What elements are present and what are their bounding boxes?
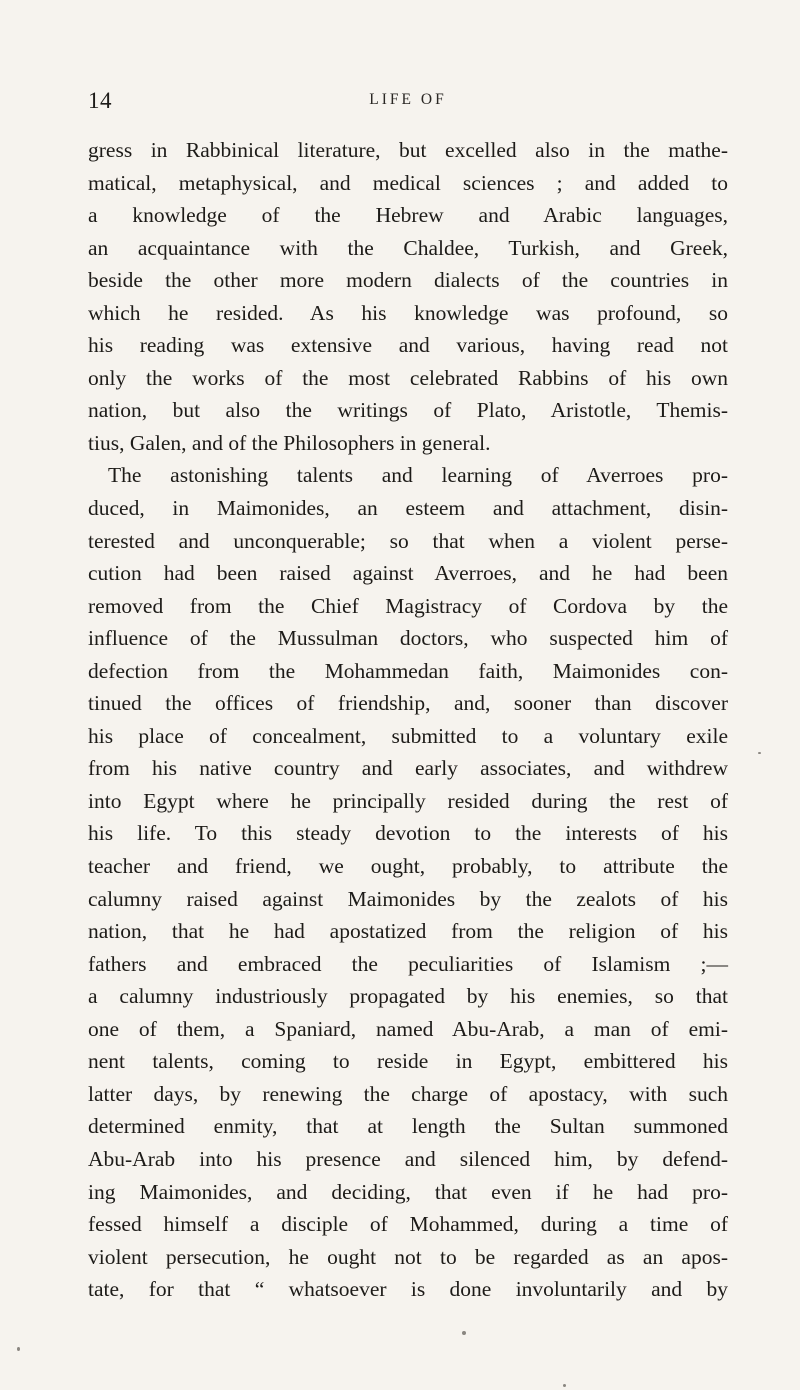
paper-speck: [758, 752, 761, 754]
text-line: matical, metaphysical, and medical sciences ; and added to: [88, 170, 728, 195]
paper-speck: [563, 1384, 566, 1387]
text-line: only the works of the most celebrated Rabbins of his own: [88, 365, 728, 390]
text-line: nation, but also the writings of Plato, Aristotle, Themis-: [88, 398, 728, 423]
text-line: beside the other more modern dialects of the countries in: [88, 268, 728, 293]
text-line: fessed himself a disciple of Mohammed, during a time of: [88, 1212, 728, 1237]
text-line: latter days, by renewing the charge of apostacy, with such: [88, 1081, 728, 1106]
paper-speck: [462, 1331, 466, 1335]
text-line: Abu-Arab into his presence and silenced him, by defend-: [88, 1146, 728, 1171]
text-line: calumny raised against Maimonides by the zealots of his: [88, 886, 728, 911]
paragraph: [88, 459, 728, 1305]
text-line: a calumny industriously propagated by his enemies, so that: [88, 984, 728, 1009]
text-line: his reading was extensive and various, having read not: [88, 333, 728, 358]
text-line: terested and unconquerable; so that when a violent perse-: [88, 528, 728, 553]
text-line: from his native country and early associates, and withdrew: [88, 756, 728, 781]
text-line: into Egypt where he principally resided during the rest of: [88, 788, 728, 813]
text-line: The astonishing talents and learning of Averroes pro-: [108, 463, 728, 488]
text-line: his life. To this steady devotion to the interests of his: [88, 821, 728, 846]
paragraph: [88, 134, 728, 459]
page-number: 14: [88, 88, 112, 113]
text-line: determined enmity, that at length the Sultan summoned: [88, 1114, 728, 1139]
text-line: his place of concealment, submitted to a voluntary exile: [88, 723, 728, 748]
text-line: which he resided. As his knowledge was profound, so: [88, 300, 728, 325]
text-line: defection from the Mohammedan faith, Maimonides con-: [88, 658, 728, 683]
text-line: cution had been raised against Averroes, and he had been: [88, 561, 728, 586]
paper-speck: [17, 1347, 20, 1351]
text-line: gress in Rabbinical literature, but excelled also in the mathe-: [88, 138, 728, 162]
running-head: LIFE OF: [369, 91, 447, 108]
text-line: one of them, a Spaniard, named Abu-Arab, a man of emi-: [88, 1016, 728, 1041]
text-line: removed from the Chief Magistracy of Cordova by the: [88, 593, 728, 618]
text-line: a knowledge of the Hebrew and Arabic languages,: [88, 203, 728, 228]
text-line: tinued the offices of friendship, and, sooner than discover: [88, 691, 728, 716]
text-line: teacher and friend, we ought, probably, to attribute the: [88, 854, 728, 879]
page-header: [88, 88, 728, 128]
body-text: [88, 134, 728, 1306]
text-line: influence of the Mussulman doctors, who suspected him of: [88, 626, 728, 651]
text-line: tius, Galen, and of the Philosophers in general.: [88, 430, 491, 455]
text-line: tate, for that “ whatsoever is done involuntarily and by: [88, 1277, 728, 1302]
text-line: duced, in Maimonides, an esteem and attachment, disin-: [88, 496, 728, 521]
text-line: violent persecution, he ought not to be regarded as an apos-: [88, 1244, 728, 1269]
text-line: nent talents, coming to reside in Egypt, embittered his: [88, 1049, 728, 1074]
text-line: nation, that he had apostatized from the religion of his: [88, 919, 728, 944]
text-line: an acquaintance with the Chaldee, Turkish, and Greek,: [88, 235, 728, 260]
text-line: ing Maimonides, and deciding, that even if he had pro-: [88, 1179, 728, 1204]
text-line: fathers and embraced the peculiarities of Islamism ;—: [88, 951, 728, 976]
